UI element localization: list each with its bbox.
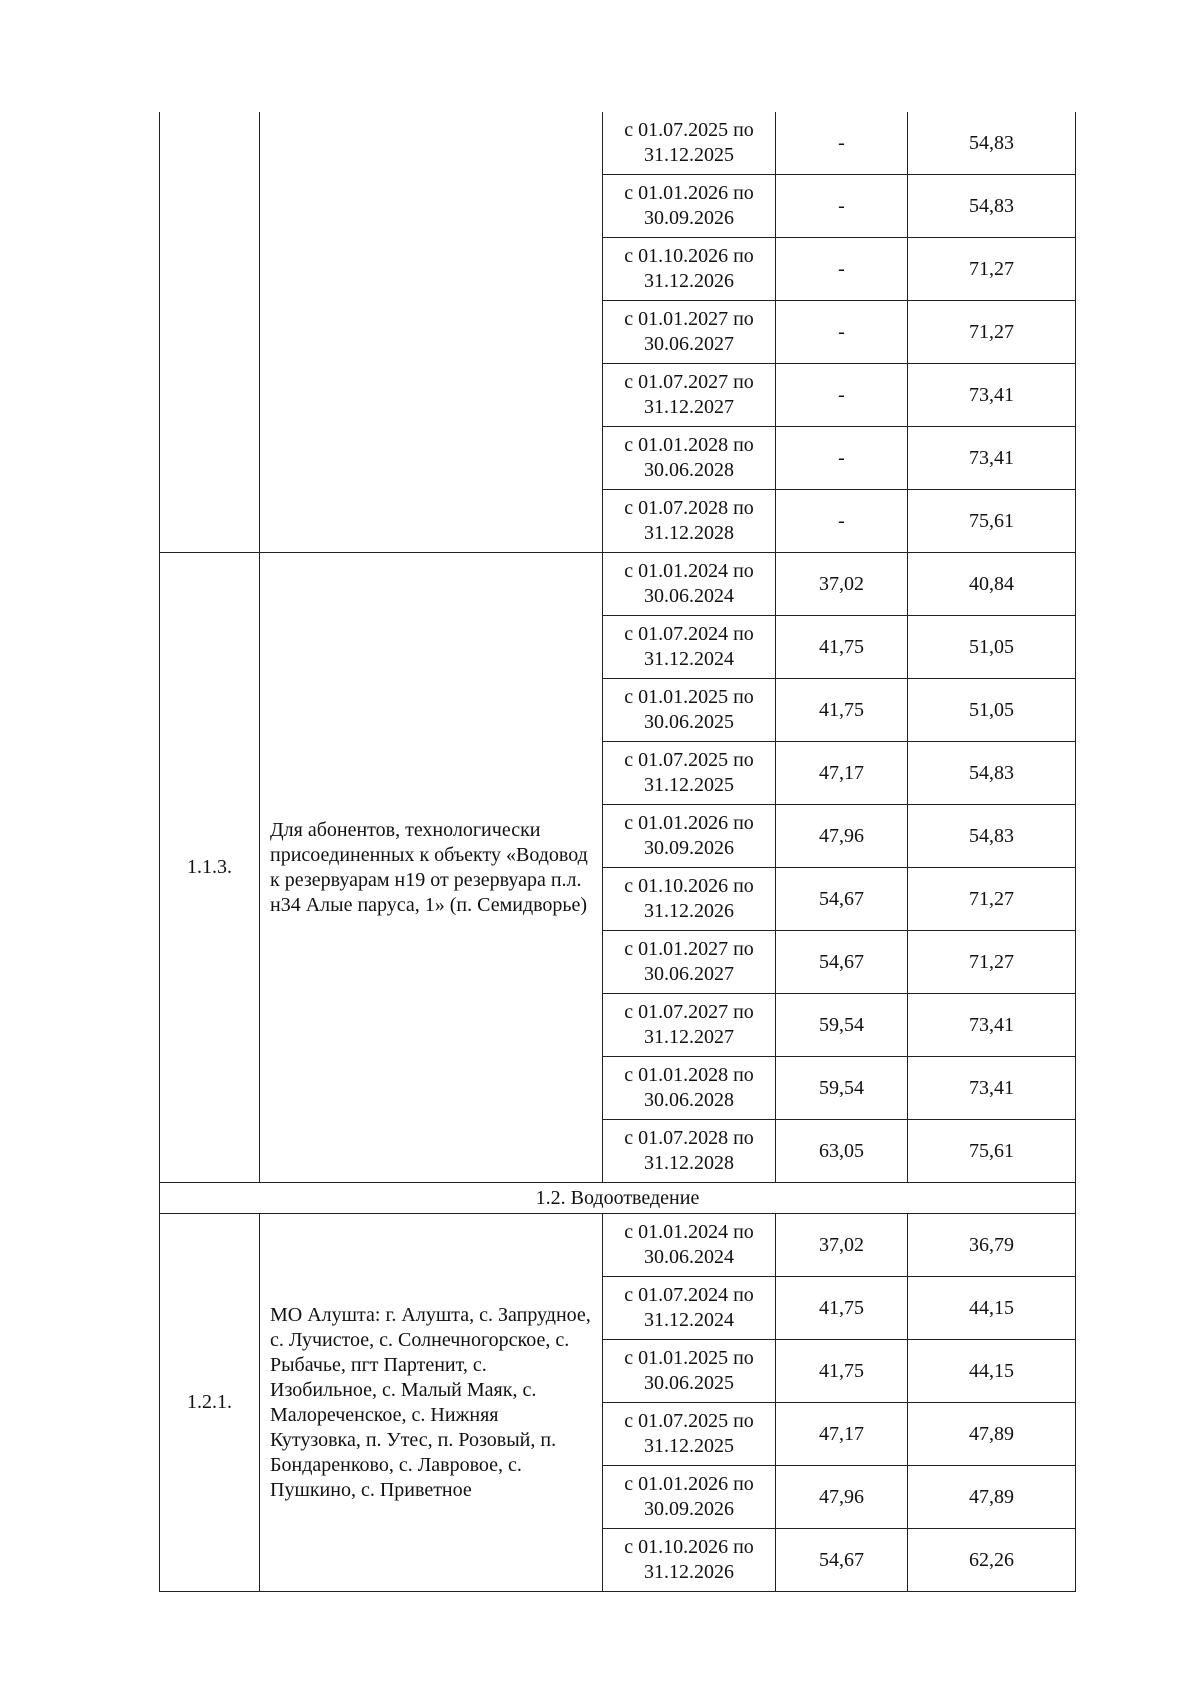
tariff-value-1: 41,75 [776, 1277, 908, 1340]
item-number: 1.1.3. [160, 553, 260, 1183]
tariff-value-2: 71,27 [908, 868, 1076, 931]
tariff-value-2: 73,41 [908, 427, 1076, 490]
section-row [160, 1183, 1076, 1214]
section-title: 1.2. Водоотведение [160, 1183, 1076, 1214]
item-description: Для абонентов, технологически присоединенных к объекту «Водовод к резервуарам н19 от резервуара п.л. н34 Алые паруса, 1» (п. Семидворье) [260, 553, 603, 1183]
tariff-value-2: 71,27 [908, 931, 1076, 994]
tariff-value-1: - [776, 175, 908, 238]
tariff-value-2: 44,15 [908, 1277, 1076, 1340]
tariff-document [159, 112, 1075, 1592]
period-cell: с 01.01.2026 по 30.09.2026 [603, 805, 776, 868]
tariff-value-1: 54,67 [776, 931, 908, 994]
tariff-value-1: 41,75 [776, 1340, 908, 1403]
description-cell-empty [260, 112, 603, 553]
period-cell: с 01.07.2027 по 31.12.2027 [603, 364, 776, 427]
tariff-value-2: 73,41 [908, 1057, 1076, 1120]
period-cell: с 01.10.2026 по 31.12.2026 [603, 868, 776, 931]
tariff-value-2: 71,27 [908, 301, 1076, 364]
item-number: 1.2.1. [160, 1214, 260, 1592]
tariff-value-2: 40,84 [908, 553, 1076, 616]
period-cell: с 01.10.2026 по 31.12.2026 [603, 1529, 776, 1592]
tariff-value-1: 47,96 [776, 805, 908, 868]
tariff-value-2: 62,26 [908, 1529, 1076, 1592]
tariff-value-1: 47,17 [776, 1403, 908, 1466]
period-cell: с 01.10.2026 по 31.12.2026 [603, 238, 776, 301]
tariff-table-body [160, 112, 1076, 1592]
period-cell: с 01.07.2025 по 31.12.2025 [603, 742, 776, 805]
tariff-value-1: - [776, 490, 908, 553]
period-cell: с 01.07.2028 по 31.12.2028 [603, 490, 776, 553]
period-cell: с 01.07.2024 по 31.12.2024 [603, 616, 776, 679]
tariff-value-2: 73,41 [908, 364, 1076, 427]
tariff-value-1: 63,05 [776, 1120, 908, 1183]
tariff-value-1: 59,54 [776, 1057, 908, 1120]
tariff-value-1: 37,02 [776, 1214, 908, 1277]
tariff-value-2: 75,61 [908, 1120, 1076, 1183]
period-cell: с 01.01.2024 по 30.06.2024 [603, 1214, 776, 1277]
tariff-value-2: 44,15 [908, 1340, 1076, 1403]
tariff-value-1: 54,67 [776, 1529, 908, 1592]
tariff-value-2: 54,83 [908, 742, 1076, 805]
tariff-value-1: - [776, 427, 908, 490]
period-cell: с 01.07.2028 по 31.12.2028 [603, 1120, 776, 1183]
tariff-value-2: 54,83 [908, 805, 1076, 868]
tariff-value-1: - [776, 112, 908, 175]
tariff-value-2: 51,05 [908, 616, 1076, 679]
period-cell: с 01.01.2027 по 30.06.2027 [603, 931, 776, 994]
period-cell: с 01.07.2024 по 31.12.2024 [603, 1277, 776, 1340]
tariff-value-1: - [776, 238, 908, 301]
tariff-table [159, 112, 1076, 1592]
tariff-value-1: 41,75 [776, 616, 908, 679]
period-cell: с 01.01.2024 по 30.06.2024 [603, 553, 776, 616]
table-row [160, 553, 1076, 616]
tariff-value-2: 54,83 [908, 112, 1076, 175]
period-cell: с 01.01.2025 по 30.06.2025 [603, 1340, 776, 1403]
tariff-value-1: 41,75 [776, 679, 908, 742]
tariff-value-1: - [776, 364, 908, 427]
period-cell: с 01.01.2026 по 30.09.2026 [603, 175, 776, 238]
period-cell: с 01.01.2028 по 30.06.2028 [603, 1057, 776, 1120]
tariff-value-2: 71,27 [908, 238, 1076, 301]
tariff-value-1: 59,54 [776, 994, 908, 1057]
tariff-value-1: 47,96 [776, 1466, 908, 1529]
period-cell: с 01.07.2025 по 31.12.2025 [603, 112, 776, 175]
tariff-value-2: 47,89 [908, 1403, 1076, 1466]
tariff-value-1: 37,02 [776, 553, 908, 616]
period-cell: с 01.01.2025 по 30.06.2025 [603, 679, 776, 742]
period-cell: с 01.07.2025 по 31.12.2025 [603, 1403, 776, 1466]
number-cell-empty [160, 112, 260, 553]
tariff-value-2: 51,05 [908, 679, 1076, 742]
period-cell: с 01.01.2028 по 30.06.2028 [603, 427, 776, 490]
tariff-value-1: 54,67 [776, 868, 908, 931]
period-cell: с 01.01.2026 по 30.09.2026 [603, 1466, 776, 1529]
tariff-value-2: 36,79 [908, 1214, 1076, 1277]
tariff-value-2: 47,89 [908, 1466, 1076, 1529]
table-row [160, 112, 1076, 175]
period-cell: с 01.07.2027 по 31.12.2027 [603, 994, 776, 1057]
period-cell: с 01.01.2027 по 30.06.2027 [603, 301, 776, 364]
tariff-value-2: 54,83 [908, 175, 1076, 238]
item-description: МО Алушта: г. Алушта, с. Запрудное, с. Лучистое, с. Солнечногорское, с. Рыбачье, пгт Партенит, с. Изобильное, с. Малый Маяк, с. Малореченское, с. Нижняя Кутузовка, п. Утес, п. Розовый, п. Бондаренково, с. Лавровое, с. Пушкино, с. Приветное [260, 1214, 603, 1592]
tariff-value-2: 73,41 [908, 994, 1076, 1057]
tariff-value-1: 47,17 [776, 742, 908, 805]
tariff-value-1: - [776, 301, 908, 364]
table-row [160, 1214, 1076, 1277]
tariff-value-2: 75,61 [908, 490, 1076, 553]
